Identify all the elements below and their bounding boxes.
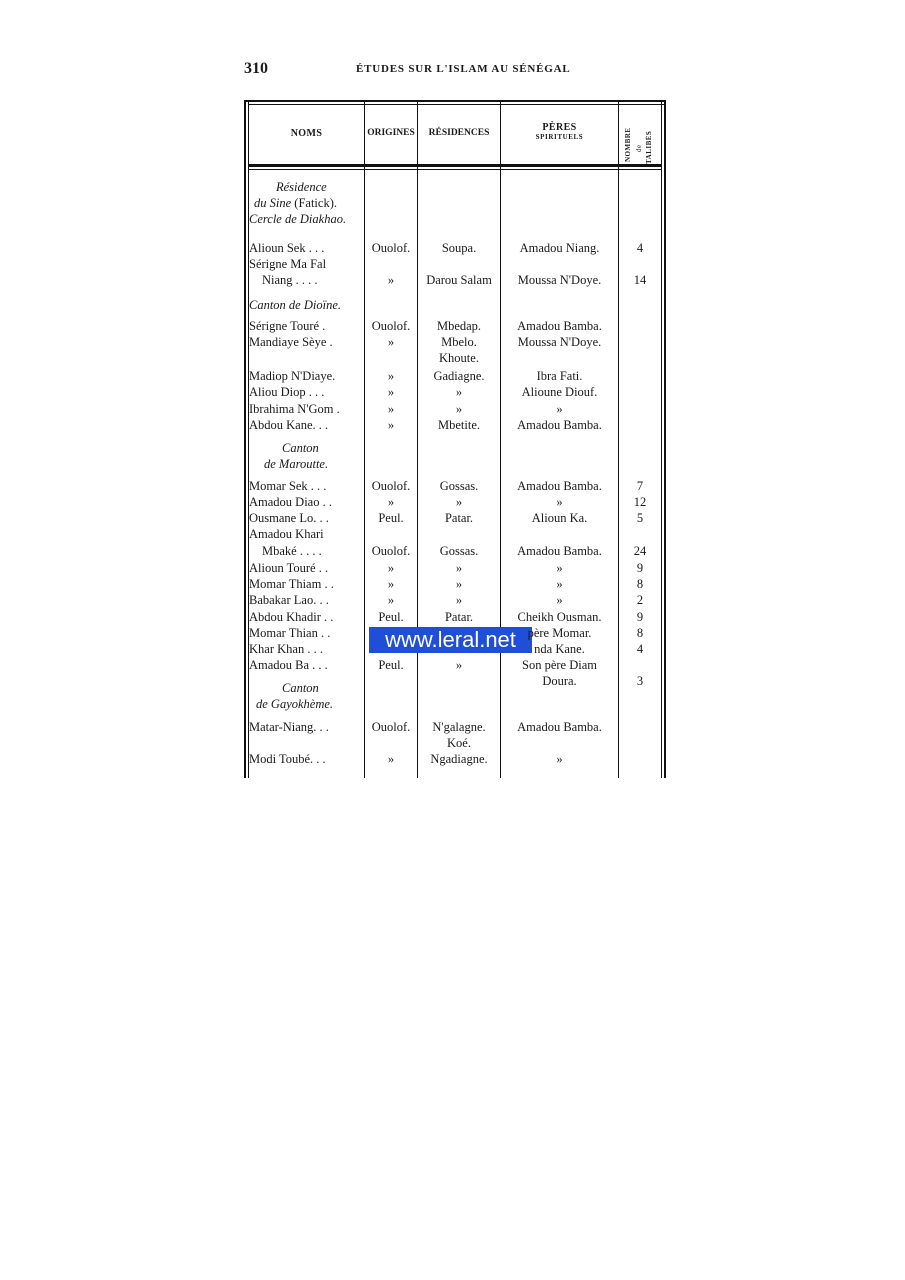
row-residence: Gossas. xyxy=(439,479,479,493)
row-nombre: 9 xyxy=(636,561,644,575)
row-origine: Peul. xyxy=(378,658,404,672)
section-canton-dioine: Canton de Dioïne. xyxy=(249,298,342,312)
row-nom: Aliou Diop . . . xyxy=(249,385,325,399)
row-residence: » xyxy=(455,402,463,416)
row-origine: Peul. xyxy=(378,511,404,525)
row-nom: Sérigne Touré . xyxy=(249,319,326,333)
row-origine: » xyxy=(387,335,395,349)
row-residence: Mbedap. xyxy=(436,319,482,333)
row-pere: Amadou Bamba. xyxy=(517,720,602,734)
row-pere: » xyxy=(556,495,563,509)
row-nombre: 8 xyxy=(636,577,644,591)
row-residence: Khoute. xyxy=(439,351,479,365)
rule-right-outer xyxy=(664,100,666,778)
row-nom: Matar-Niang. . . xyxy=(249,720,329,734)
header-nombre: NOMBRE xyxy=(624,127,632,162)
row-nom: Momar Sek . . . xyxy=(249,479,327,493)
watermark: www.leral.net xyxy=(369,627,532,653)
row-residence: Mbetite. xyxy=(437,418,480,432)
row-nom: Amadou Khari xyxy=(249,527,324,541)
row-nombre: 4 xyxy=(636,642,644,656)
row-nom: Ousmane Lo. . . xyxy=(249,511,329,525)
row-pere: nda Kane. xyxy=(534,642,585,656)
row-origine: » xyxy=(387,402,395,416)
row-origine: » xyxy=(387,593,395,607)
row-residence: N'galagne. xyxy=(432,720,486,734)
row-nom: Abdou Kane. . . xyxy=(249,418,329,432)
rule-col3 xyxy=(417,100,418,778)
row-nom: Madiop N'Diaye. xyxy=(249,369,336,383)
rule-left-inner xyxy=(248,100,249,778)
row-nom: Alioun Sek . . . xyxy=(249,241,325,255)
section-residence: Résidence xyxy=(276,180,327,194)
rule-top-inner xyxy=(248,104,664,105)
row-nombre: 8 xyxy=(636,626,644,640)
row-residence: Gossas. xyxy=(439,544,479,558)
section-fatick: (Fatick). xyxy=(294,196,337,210)
row-nom: Khar Khan . . . xyxy=(249,642,323,656)
row-pere: Amadou Bamba. xyxy=(517,418,602,432)
header-de: de xyxy=(635,144,643,152)
row-pere: Moussa N'Doye. xyxy=(517,335,602,349)
row-origine: » xyxy=(387,369,395,383)
row-residence: Patar. xyxy=(444,511,474,525)
row-residence: Patar. xyxy=(444,610,474,624)
row-pere: Amadou Bamba. xyxy=(517,544,602,558)
row-pere: » xyxy=(556,577,563,591)
section-gayokheme: de Gayokhème. xyxy=(256,697,334,711)
row-nombre: 5 xyxy=(636,511,644,525)
header-origines: ORIGINES xyxy=(367,128,415,138)
row-nombre: 4 xyxy=(636,241,644,255)
row-origine: Ouolof. xyxy=(371,479,411,493)
row-residence: » xyxy=(455,577,463,591)
row-residence: » xyxy=(455,561,463,575)
row-nombre: 9 xyxy=(636,610,644,624)
row-origine: » xyxy=(387,752,395,766)
row-nom: Modi Toubé. . . xyxy=(249,752,326,766)
row-nom: Abdou Khadir . . xyxy=(249,610,334,624)
row-residence: Soupa. xyxy=(441,241,477,255)
row-residence: Ngadiagne. xyxy=(430,752,488,766)
row-residence: » xyxy=(455,495,463,509)
row-pere: Moussa N'Doye. xyxy=(517,273,602,287)
row-nom: Sérigne Ma Fal xyxy=(249,257,327,271)
header-talibes: TALIBÉS xyxy=(645,130,653,164)
row-origine: Ouolof. xyxy=(371,720,411,734)
row-pere: père Momar. xyxy=(527,626,592,640)
row-nom: Alioun Touré . . xyxy=(249,561,329,575)
row-pere: » xyxy=(556,593,563,607)
row-nom: Momar Thian . . xyxy=(249,626,331,640)
header-residences: RÉSIDENCES xyxy=(428,128,490,138)
section-maroutte: de Maroutte. xyxy=(264,457,329,471)
row-origine: » xyxy=(387,561,395,575)
row-pere: Alioun Ka. xyxy=(531,511,588,525)
rule-header-bottom xyxy=(248,164,662,167)
row-pere: Amadou Bamba. xyxy=(517,479,602,493)
rule-top xyxy=(244,100,666,102)
row-nom: Mbaké . . . . xyxy=(262,544,322,558)
row-pere: Son père Diam xyxy=(522,658,597,672)
row-origine: » xyxy=(387,577,395,591)
section-canton-maroutte: Canton xyxy=(282,441,319,455)
rule-header-bottom-2 xyxy=(248,169,662,170)
row-nombre: 3 xyxy=(636,674,644,688)
rule-right-inner xyxy=(661,100,662,778)
row-nom: Amadou Ba . . . xyxy=(249,658,328,672)
row-residence: Gadiagne. xyxy=(433,369,485,383)
row-residence: » xyxy=(455,593,463,607)
row-origine: Peul. xyxy=(378,610,404,624)
rule-left-outer xyxy=(244,100,246,778)
row-residence: Darou Salam xyxy=(426,273,492,287)
row-nom: Ibrahima N'Gom . xyxy=(249,402,340,416)
row-pere: » xyxy=(556,752,563,766)
row-pere: Alioune Diouf. xyxy=(521,385,598,399)
row-pere: Amadou Niang. xyxy=(519,241,600,255)
section-cercle-diakhao: Cercle de Diakhao. xyxy=(249,212,347,226)
header-peres-label: PÈRES xyxy=(542,122,577,133)
row-residence: » xyxy=(455,658,463,672)
row-nom: Mandiaye Sèye . xyxy=(249,335,333,349)
row-nombre: 24 xyxy=(633,544,647,558)
row-pere: » xyxy=(556,402,563,416)
running-title: ÉTUDES SUR L'ISLAM AU SÉNÉGAL xyxy=(356,63,571,75)
page-number: 310 xyxy=(244,60,268,77)
section-du-sine-name: du Sine xyxy=(254,196,292,210)
marabouts-table xyxy=(244,100,667,778)
row-origine: Ouolof. xyxy=(371,319,411,333)
section-canton-gayokheme: Canton xyxy=(282,681,319,695)
row-nom: Niang . . . . xyxy=(262,273,318,287)
row-origine: » xyxy=(387,495,395,509)
row-pere: Doura. xyxy=(542,674,577,688)
header-noms: NOMS xyxy=(290,128,323,139)
rule-col2 xyxy=(364,100,365,778)
header-peres-sub: SPIRITUELS xyxy=(535,133,584,141)
row-nombre: 12 xyxy=(633,495,647,509)
row-nom: Babakar Lao. . . xyxy=(249,593,329,607)
row-origine: » xyxy=(387,418,395,432)
row-nombre: 2 xyxy=(636,593,644,607)
section-du-sine xyxy=(254,195,337,211)
row-residence: » xyxy=(455,385,463,399)
row-nombre: 7 xyxy=(636,479,644,493)
row-pere: Cheikh Ousman. xyxy=(517,610,602,624)
row-origine: Ouolof. xyxy=(371,241,411,255)
row-origine: » xyxy=(387,385,395,399)
row-nom: Momar Thiam . . xyxy=(249,577,334,591)
row-pere: Amadou Bamba. xyxy=(517,319,602,333)
row-nombre: 14 xyxy=(633,273,647,287)
row-residence: Koé. xyxy=(447,736,471,750)
row-pere: » xyxy=(556,561,563,575)
header-peres xyxy=(501,122,618,141)
row-residence: Mbelo. xyxy=(441,335,477,349)
row-nom: Amadou Diao . . xyxy=(249,495,332,509)
row-pere: Ibra Fati. xyxy=(536,369,583,383)
row-origine: » xyxy=(387,273,395,287)
row-origine: Ouolof. xyxy=(371,544,411,558)
